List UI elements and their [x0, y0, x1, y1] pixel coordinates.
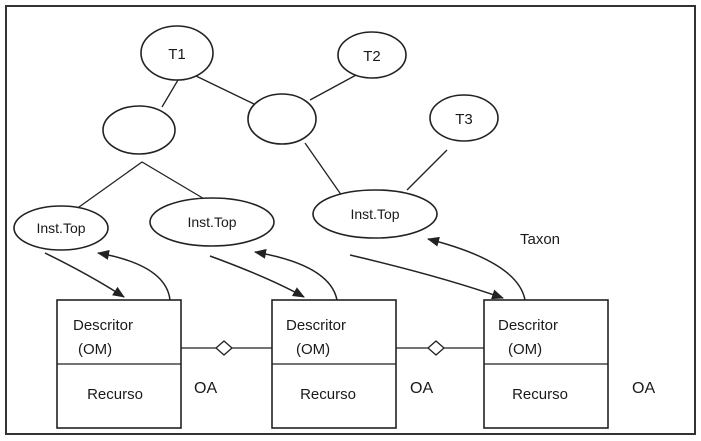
node-t1-label: T1 — [168, 46, 186, 63]
node-insttop-3 — [313, 190, 437, 238]
oa-box-2-om: (OM) — [296, 341, 331, 358]
oa-box-3 — [484, 300, 608, 428]
node-insttop-3-label: Inst.Top — [350, 206, 400, 222]
oa-box-3-descritor: Descritor — [498, 317, 559, 334]
node-t3 — [430, 95, 498, 141]
oa-box-3-om: (OM) — [508, 341, 543, 358]
edge-t2-unnamed-center — [310, 74, 358, 100]
oa-box-2 — [272, 300, 396, 428]
node-insttop-2 — [150, 198, 274, 246]
aggregation-diamond-2 — [428, 341, 444, 355]
edge-t3-insttop3 — [407, 150, 447, 190]
arrow-descritor3-to-insttop3 — [428, 239, 525, 300]
edge-center-insttop3 — [305, 143, 342, 196]
taxonomy-nodes — [14, 26, 498, 250]
oa-box-2-descritor: Descritor — [286, 317, 347, 334]
oa-box-1-descritor: Descritor — [73, 317, 134, 334]
node-t1 — [141, 26, 213, 80]
arrow-insttop2-to-descritor2 — [210, 256, 304, 297]
node-insttop-1 — [14, 206, 108, 250]
node-t2-label: T2 — [363, 48, 381, 65]
node-insttop-2-label: Inst.Top — [187, 214, 237, 230]
node-unlabeled-left — [103, 106, 175, 154]
oa-label-2: OA — [410, 380, 434, 397]
oa-box-1-recurso: Recurso — [87, 386, 143, 403]
arrow-insttop1-to-descritor1 — [45, 253, 124, 297]
oa-box-2-recurso: Recurso — [300, 386, 356, 403]
link-arrows — [45, 239, 525, 300]
aggregation-diamond-1 — [216, 341, 232, 355]
arrow-descritor1-to-insttop1 — [98, 253, 170, 300]
node-unlabeled-center — [248, 94, 316, 144]
oa-box-1 — [57, 300, 181, 428]
oa-box-3-recurso: Recurso — [512, 386, 568, 403]
node-t2 — [338, 32, 406, 78]
arrow-insttop3-to-descritor3 — [350, 255, 503, 298]
edge-t1-unnamed-center — [196, 76, 254, 104]
node-insttop-1-label: Inst.Top — [36, 220, 86, 236]
oa-label-3: OA — [632, 380, 656, 397]
node-t3-label: T3 — [455, 111, 473, 128]
oa-label-1: OA — [194, 380, 218, 397]
edge-t1-unnamed-left — [162, 80, 178, 107]
oa-box-1-om: (OM) — [78, 341, 113, 358]
taxon-label: Taxon — [520, 231, 561, 248]
